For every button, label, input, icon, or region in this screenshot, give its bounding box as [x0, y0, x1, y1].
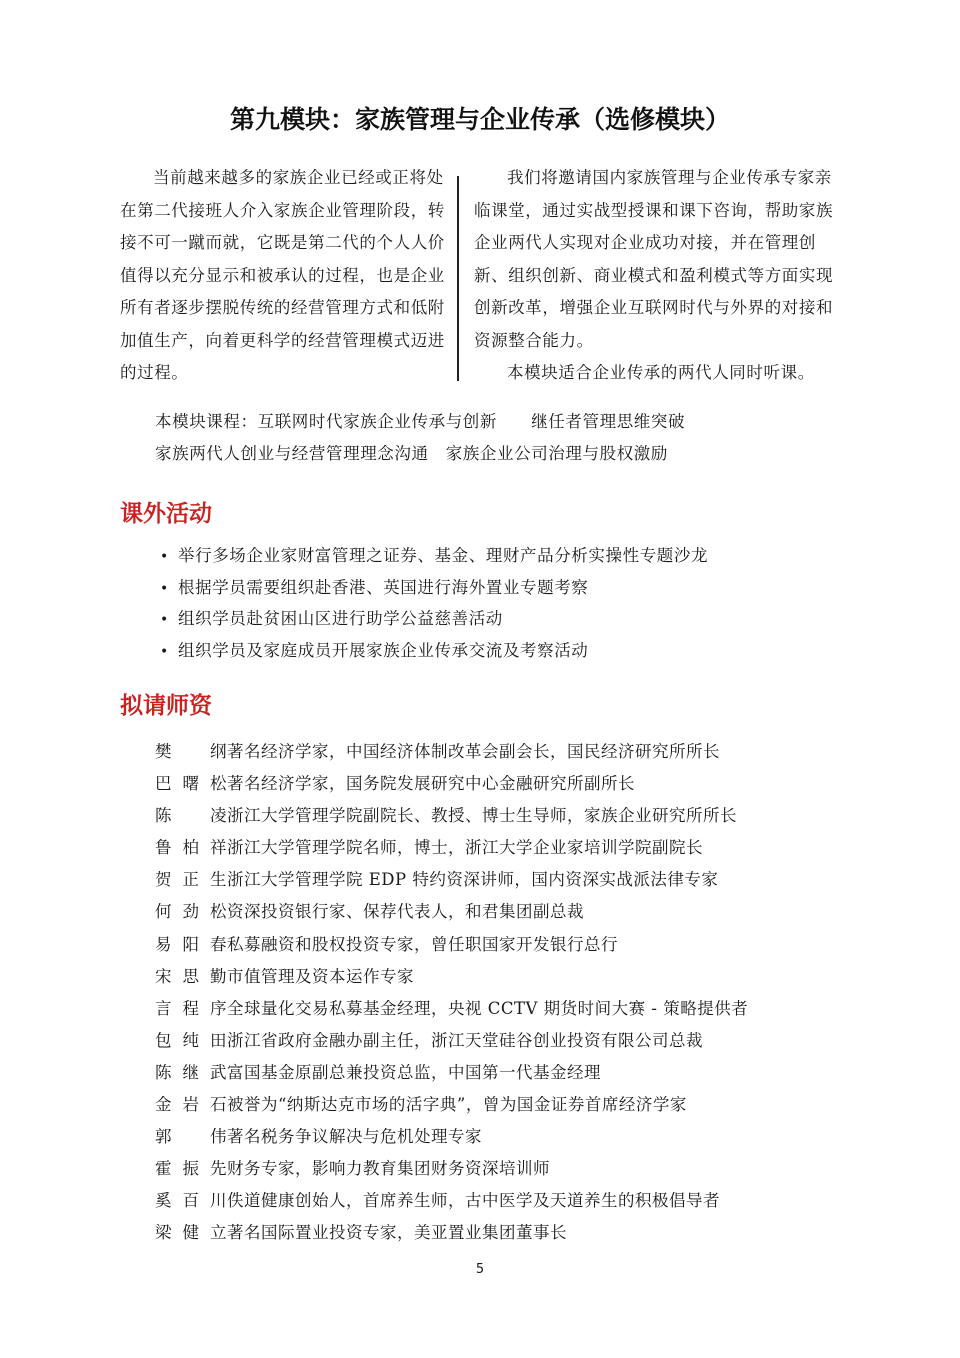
- activity-text: 根据学员需要组织赴香港、英国进行海外置业专题考察: [178, 577, 589, 597]
- courses-line-1: 本模块课程：互联网时代家族企业传承与创新 继任者管理思维突破: [155, 412, 686, 431]
- right-column-paragraph-1: 我们将邀请国内家族管理与企业传承专家亲临课堂，通过实战型授课和课下咨询，帮助家族企业两代人实现对企业成功对接，并在管理创新、组织创新、商业模式和盈利模式等方面实现创新改革，增强企业互联网时代与外界的对接和资源整合能力。: [474, 168, 834, 350]
- teacher-name: 易阳春: [155, 934, 227, 954]
- teacher-name: 陈 凌: [155, 806, 227, 826]
- activity-text: 组织学员及家庭成员开展家族企业传承交流及考察活动: [178, 640, 589, 660]
- teacher-desc: 浙江大学管理学院 EDP 特约资深讲师，国内资深实战派法律专家: [227, 870, 719, 890]
- list-item: [160, 604, 708, 636]
- teacher-name: 宋思勤: [155, 966, 227, 986]
- teacher-row: [155, 736, 748, 768]
- activities-list: [160, 541, 708, 667]
- teacher-desc: 浙江大学管理学院副院长、教授、博士生导师，家族企业研究所所长: [227, 806, 737, 826]
- page-number: 5: [475, 1262, 485, 1277]
- teacher-row: [155, 768, 748, 800]
- teacher-name: 梁健立: [155, 1223, 227, 1243]
- courses-line-2: 家族两代人创业与经营管理理念沟通 家族企业公司治理与股权激励: [155, 444, 668, 463]
- teacher-desc: 佚道健康创始人，首席养生师，古中医学及天道养生的积极倡导者: [227, 1191, 720, 1211]
- teacher-desc: 全球量化交易私募基金经理，央视 CCTV 期货时间大赛 - 策略提供者: [227, 998, 749, 1018]
- teacher-name: 巴曙松: [155, 774, 227, 794]
- teacher-row: [155, 929, 748, 961]
- list-item: [160, 541, 708, 573]
- teacher-name: 奚百川: [155, 1191, 227, 1211]
- teacher-name: 郭 伟: [155, 1127, 227, 1147]
- teacher-desc: 浙江省政府金融办副主任，浙江天堂硅谷创业投资有限公司总裁: [227, 1030, 703, 1050]
- teachers-heading: 拟请师资: [120, 693, 212, 719]
- teacher-desc: 市值管理及资本运作专家: [227, 966, 414, 986]
- left-column-paragraph: 当前越来越多的家族企业已经或正将处在第二代接班人介入家族企业管理阶段，转接不可一蹴而就，它既是第二代的个人人价值得以充分显示和被承认的过程，也是企业所有者逐步摆脱传统的经营管理方式和低附加值生产，向着更科学的经营管理模式迈进的过程。: [120, 168, 445, 382]
- bullet-icon: •: [160, 580, 169, 597]
- teacher-desc: 著名税务争议解决与危机处理专家: [227, 1127, 482, 1147]
- teachers-list: [155, 736, 748, 1250]
- right-column-paragraph-2: 本模块适合企业传承的两代人同时听课。: [507, 363, 815, 382]
- teacher-row: [155, 832, 748, 864]
- teacher-desc: 著名经济学家，中国经济体制改革会副会长，国民经济研究所所长: [227, 742, 720, 761]
- teacher-name: 鲁柏祥: [155, 838, 227, 858]
- teacher-name: 樊 纲: [155, 742, 227, 761]
- teacher-desc: 被誉为“纳斯达克市场的活字典”，曾为国金证券首席经济学家: [227, 1095, 687, 1115]
- teacher-desc: 资深投资银行家、保荐代表人，和君集团副总裁: [227, 902, 584, 922]
- list-item: [160, 636, 708, 668]
- module-courses: [155, 406, 685, 470]
- teacher-desc: 富国基金原副总兼投资总监，中国第一代基金经理: [227, 1062, 601, 1082]
- activity-text: 举行多场企业家财富管理之证券、基金、理财产品分析实操性专题沙龙: [178, 546, 709, 565]
- list-item: [160, 573, 708, 605]
- left-column: [120, 162, 445, 390]
- teacher-desc: 著名经济学家，国务院发展研究中心金融研究所副所长: [227, 774, 635, 794]
- right-column: [474, 162, 834, 390]
- teacher-name: 陈继武: [155, 1062, 227, 1082]
- teacher-desc: 私募融资和股权投资专家，曾任职国家开发银行总行: [227, 934, 618, 954]
- teacher-row: [155, 800, 748, 832]
- teacher-desc: 著名国际置业投资专家，美亚置业集团董事长: [227, 1223, 567, 1243]
- activities-heading: 课外活动: [120, 501, 212, 527]
- teacher-row: [155, 1121, 748, 1153]
- teacher-row: [155, 1185, 748, 1217]
- teacher-desc: 财务专家，影响力教育集团财务资深培训师: [227, 1159, 550, 1179]
- column-divider: [457, 176, 459, 381]
- teacher-row: [155, 1153, 748, 1185]
- teacher-row: [155, 993, 748, 1025]
- teacher-row: [155, 1089, 748, 1121]
- teacher-row: [155, 1057, 748, 1089]
- bullet-icon: •: [160, 549, 169, 565]
- teacher-name: 言程序: [155, 998, 227, 1018]
- teacher-row: [155, 1025, 748, 1057]
- teacher-name: 包纯田: [155, 1030, 227, 1050]
- teacher-desc: 浙江大学管理学院名师，博士，浙江大学企业家培训学院副院长: [227, 838, 703, 858]
- teacher-row: [155, 896, 748, 928]
- bullet-icon: •: [160, 612, 169, 628]
- module-title: 第九模块：家族管理与企业传承（选修模块）: [229, 105, 730, 134]
- activity-text: 组织学员赴贫困山区进行助学公益慈善活动: [178, 609, 503, 628]
- bullet-icon: •: [160, 643, 169, 660]
- teacher-name: 贺正生: [155, 870, 227, 890]
- teacher-row: [155, 864, 748, 896]
- teacher-row: [155, 961, 748, 993]
- teacher-name: 何劲松: [155, 902, 227, 922]
- teacher-row: [155, 1217, 748, 1249]
- teacher-name: 金岩石: [155, 1095, 227, 1115]
- teacher-name: 霍振先: [155, 1159, 227, 1179]
